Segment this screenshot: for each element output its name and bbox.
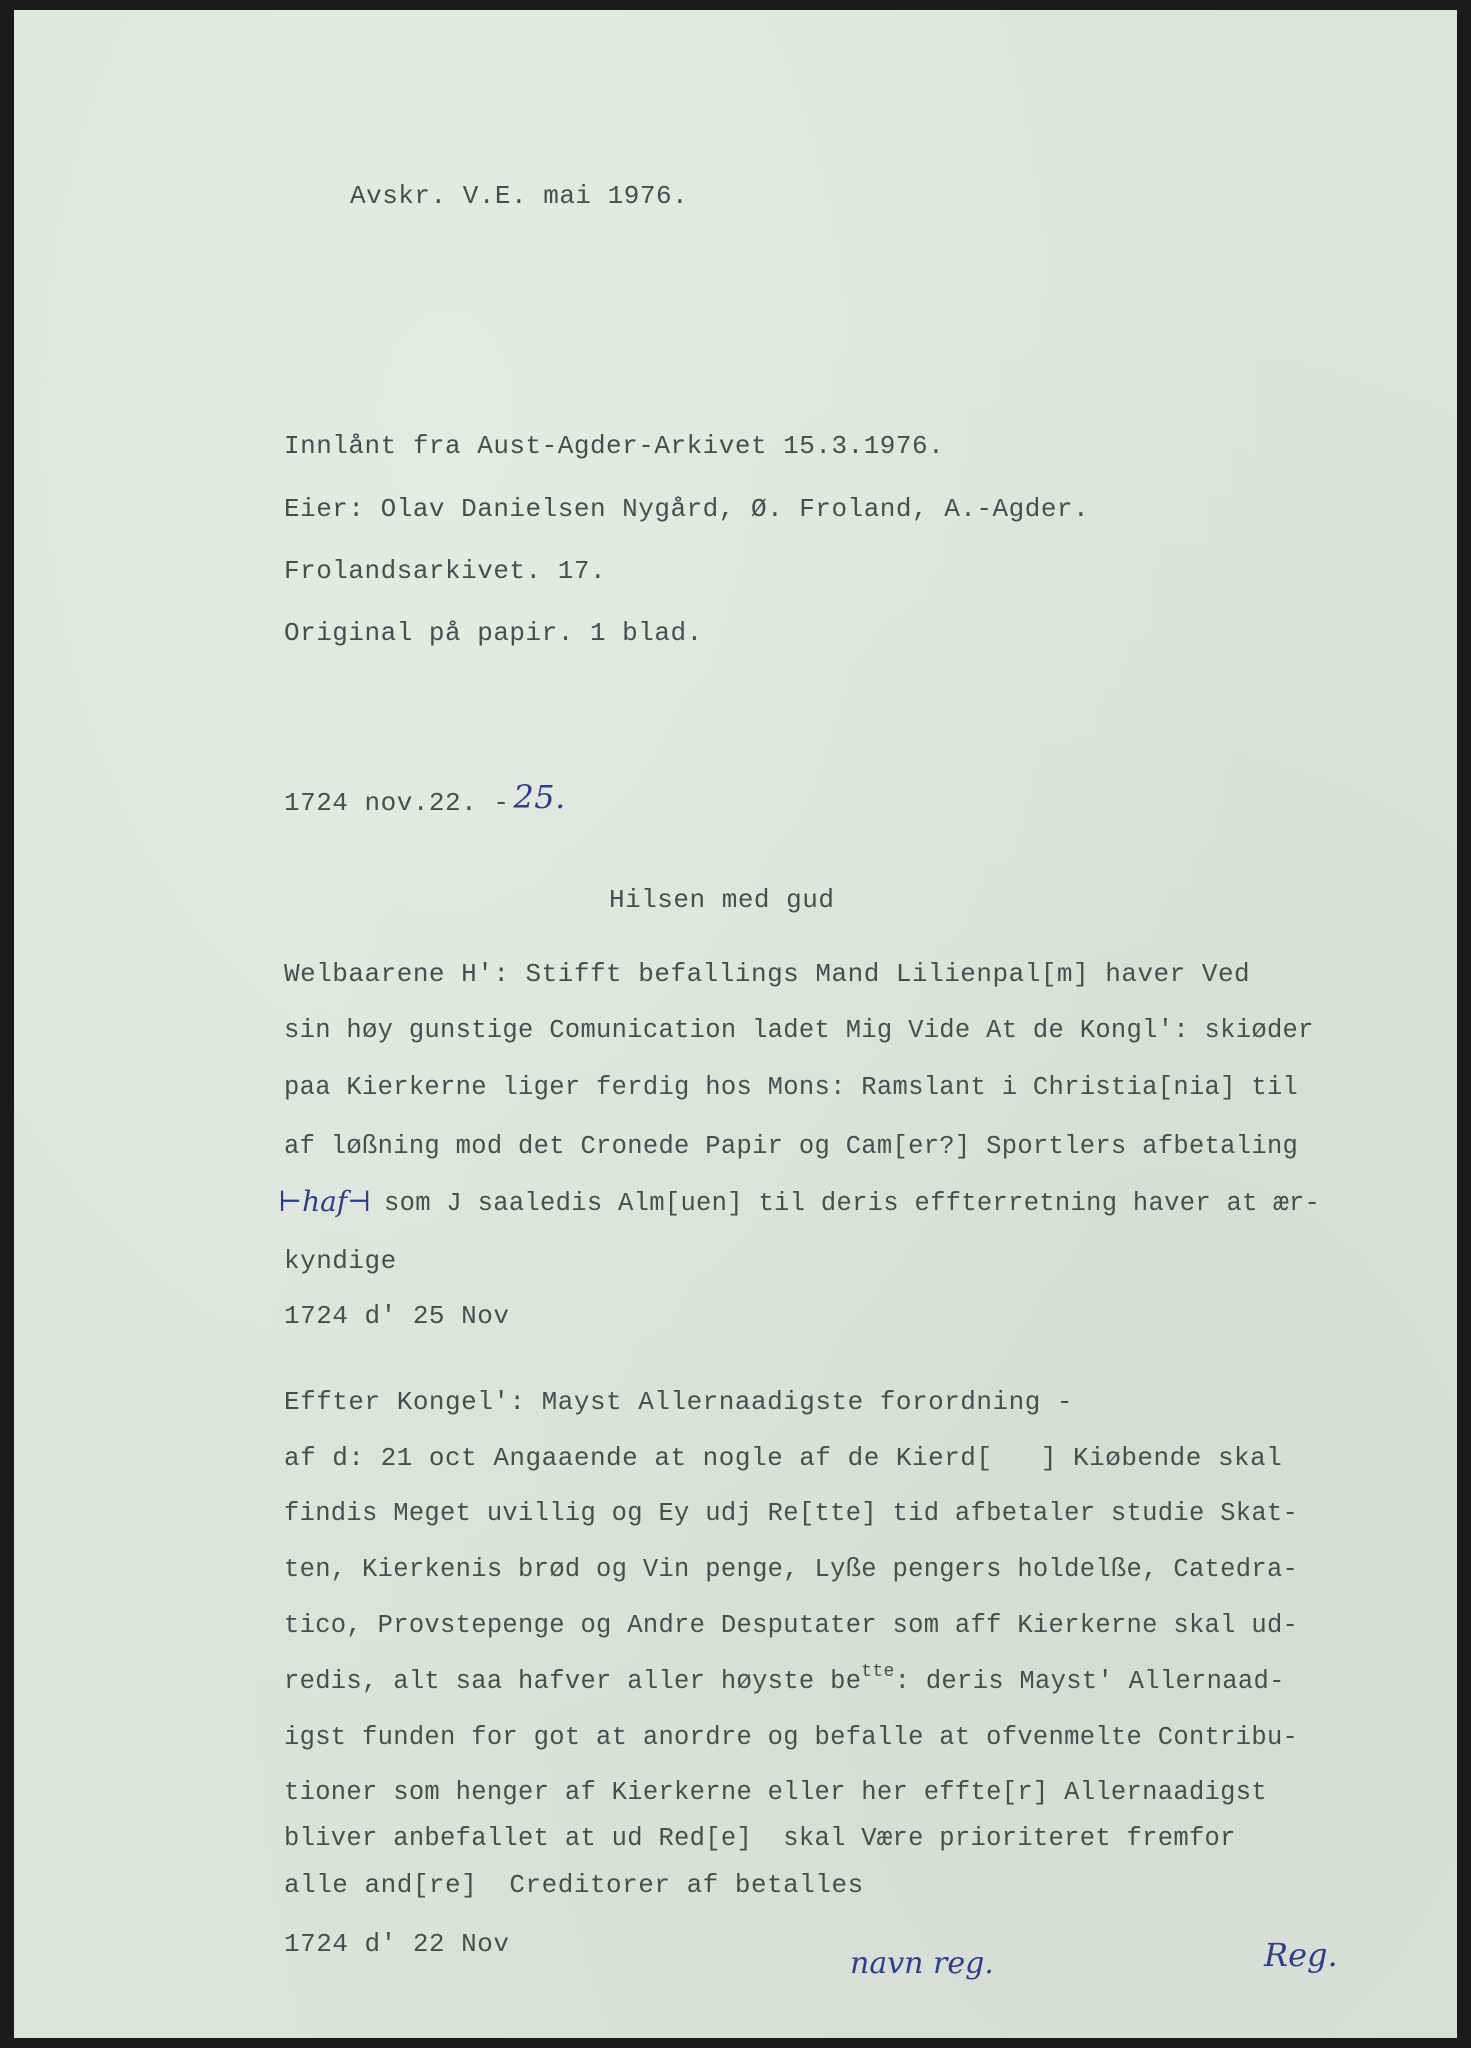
paragraph-1-line-4: af løßning mod det Cronede Papir og Cam[er?] Sportlers afbetaling [284,1132,1299,1161]
paragraph-2-line-9: bliver anbefallet at ud Red[e] skal Være prioriteret fremfor [284,1824,1236,1853]
handwritten-note-right: Reg. [1264,1936,1338,1974]
transcription-note: Avskr. V.E. mai 1976. [350,181,689,211]
document-page [14,10,1457,2038]
paragraph-2-line-8: tioner som henger af Kierkerne eller her effte[r] Allernaadigst [284,1778,1267,1807]
margin-mark: ⊢haf⊣ [278,1185,372,1218]
paragraph-2-line-10: alle and[re] Creditorer af betalles [284,1870,864,1900]
source-info-line-1: Innlånt fra Aust-Agder-Arkivet 15.3.1976. [284,431,945,461]
handwritten-note-left: navn reg. [850,1946,994,1981]
date-heading-typed: 1724 nov.22. - [284,788,510,818]
source-info-line-4: Original på papir. 1 blad. [284,618,703,648]
paragraph-2-line-5: tico, Provstepenge og Andre Desputater som aff Kierkerne skal ud- [284,1611,1299,1640]
paragraph-2-line-3: findis Meget uvillig og Ey udj Re[tte] tid afbetaler studie Skat- [284,1499,1299,1528]
paragraph-2-line-7: igst funden for got at anordre og befalle at ofvenmelte Contribu- [284,1723,1299,1752]
paragraph-2-line-4: ten, Kierkenis brød og Vin penge, Lyße pengers holdelße, Catedra- [284,1555,1299,1584]
paragraph-1-line-3: paa Kierkerne liger ferdig hos Mons: Ramslant i Christia[nia] til [284,1073,1299,1102]
paragraph-2-line-6-before: redis, alt saa hafver aller høyste be [284,1667,862,1696]
source-info-line-2: Eier: Olav Danielsen Nygård, Ø. Froland, A.-Agder. [284,494,1090,524]
paragraph-2-line-6-superscript: tte [861,1662,895,1682]
paragraph-2-line-1: Effter Kongel': Mayst Allernaadigste forordning - [284,1387,1074,1417]
date-1: 1724 d' 25 Nov [284,1301,510,1331]
paragraph-2-line-6 [284,1662,1285,1700]
paragraph-2-line-6-after: : deris Mayst' Allernaad- [894,1667,1285,1696]
paragraph-2-line-2: af d: 21 oct Angaaende at nogle af de Kierd[ ] Kiøbende skal [284,1443,1283,1473]
source-info-line-3: Frolandsarkivet. 17. [284,556,607,586]
paragraph-1-line-2: sin høy gunstige Comunication ladet Mig Vide At de Kongl': skiøder [284,1016,1314,1045]
date-heading [284,778,566,819]
greeting: Hilsen med gud [609,885,835,915]
paragraph-1-line-5: som J saaledis Alm[uen] til deris effterretning haver at ær- [384,1189,1321,1218]
paragraph-1-line-6: kyndige [284,1246,397,1276]
date-2: 1724 d' 22 Nov [284,1929,510,1959]
date-heading-handwritten: 25. [513,778,566,816]
paragraph-1-line-1: Welbaarene H': Stifft befallings Mand Lilienpal[m] haver Ved [284,959,1251,989]
